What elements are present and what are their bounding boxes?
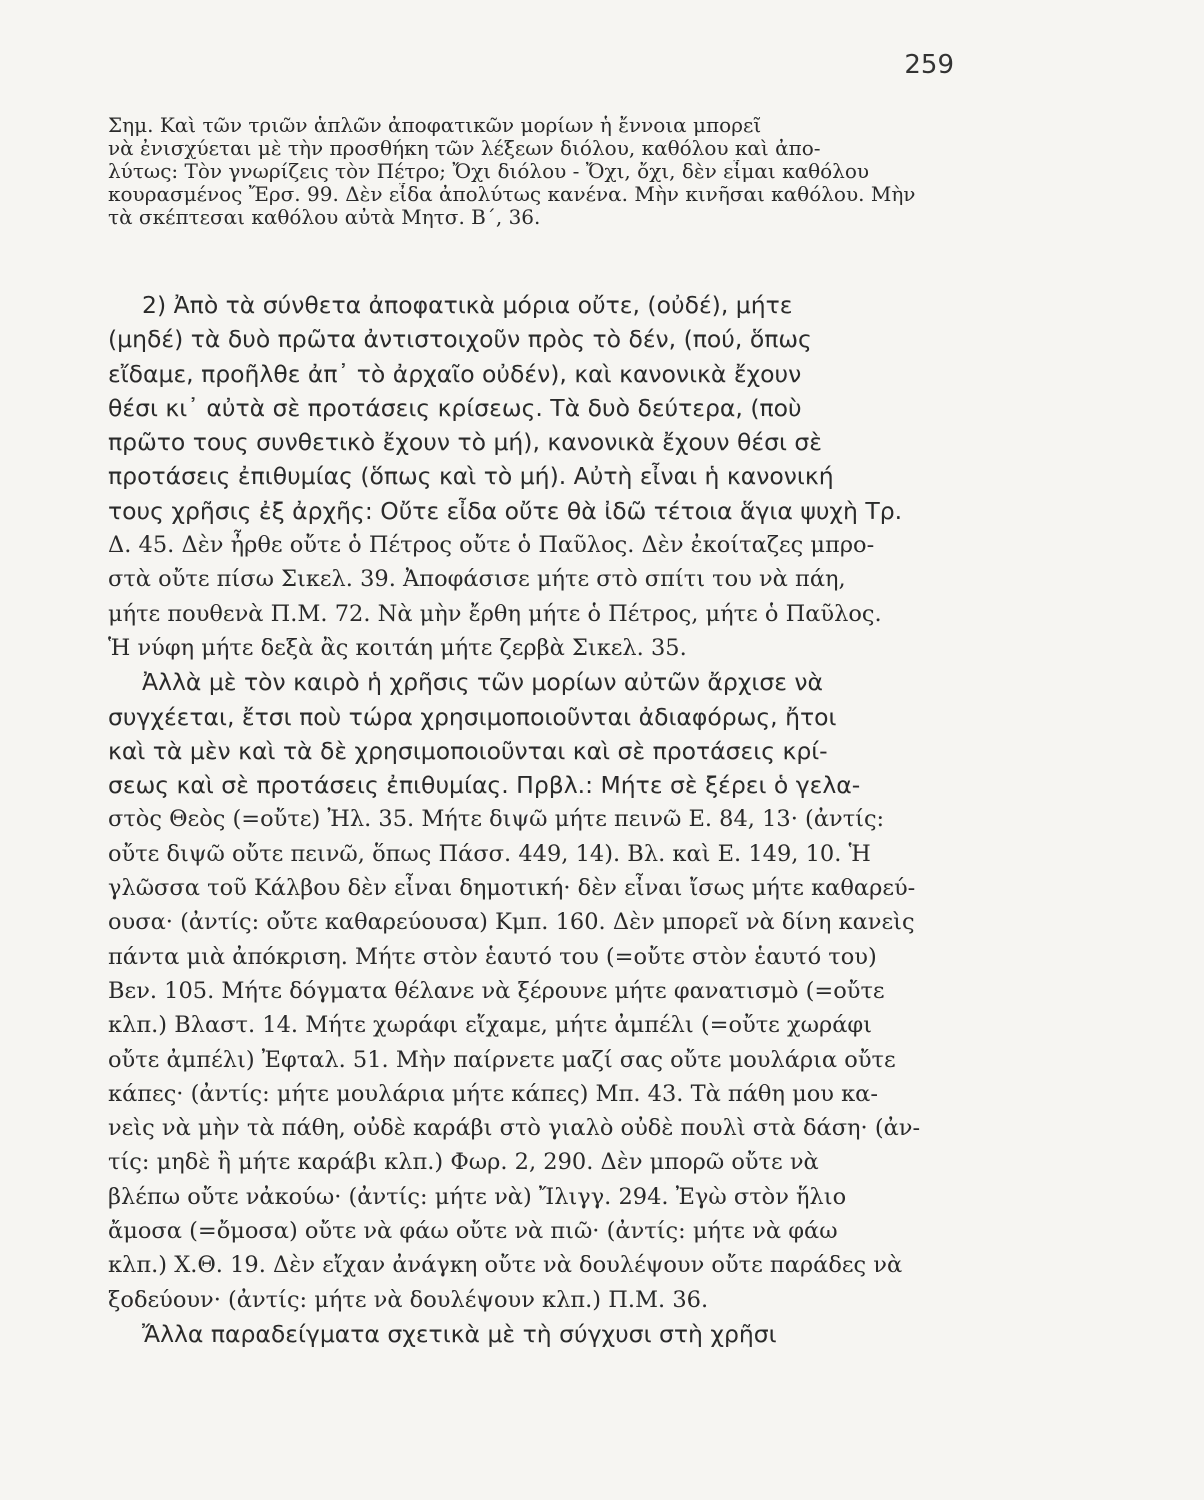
- note-line: Σημ. Καὶ τῶν τριῶν ἁπλῶν ἀποφατικῶν μορίων ἡ ἔννοια μπορεῖ: [108, 114, 762, 137]
- note-line: τὰ σκέπτεσαι καθόλου αὐτὰ Μητσ. Β΄, 36.: [108, 206, 541, 229]
- note-line: λύτως: Τὸν γνωρίζεις τὸν Πέτρο; Ὄχι διόλου - Ὄχι, ὄχι, δὲν εἶμαι καθόλου: [108, 160, 870, 183]
- body-line: Δ. 45. Δὲν ἦρθε οὔτε ὁ Πέτρος οὔτε ὁ Παῦλος. Δὲν ἐκοίταζες μπρο-: [108, 532, 875, 559]
- body-line: νεὶς νὰ μὴν τὰ πάθη, οὐδὲ καράβι στὸ γιαλὸ οὐδὲ πουλὶ στὰ δάση· (ἀν-: [108, 1115, 921, 1142]
- footnote-block: [108, 114, 960, 229]
- body-line: Ἡ νύφη μήτε δεξὰ ἂς κοιτάη μήτε ζερβὰ Σικελ. 35.: [108, 634, 687, 661]
- body-line: θέσι κι᾿ αὐτὰ σὲ προτάσεις κρίσεως. Τὰ δυὸ δεύτερα, (ποὺ: [108, 393, 802, 422]
- body-line: μήτε πουθενὰ Π.Μ. 72. Νὰ μὴν ἔρθη μήτε ὁ Πέτρος, μήτε ὁ Παῦλος.: [108, 600, 882, 627]
- body-line: (μηδέ) τὰ δυὸ πρῶτα ἀντιστοιχοῦν πρὸς τὸ δέν, (πού, ὅπως: [108, 325, 812, 354]
- body-line: Βεν. 105. Μήτε δόγματα θέλανε νὰ ξέρουνε μήτε φανατισμὸ (=οὔτε: [108, 977, 885, 1004]
- body-line: κλπ.) Χ.Θ. 19. Δὲν εἴχαν ἀνάγκη οὔτε νὰ δουλέψουν οὔτε παράδες νὰ: [108, 1252, 903, 1279]
- note-line: νὰ ἐνισχύεται μὲ τὴν προσθήκη τῶν λέξεων διόλου, καθόλου καὶ ἀπο-: [108, 137, 821, 160]
- body-line: προτάσεις ἐπιθυμίας (ὅπως καὶ τὸ μή). Αὐτὴ εἶναι ἡ κανονική: [108, 462, 834, 491]
- body-line: κάπες· (ἀντίς: μήτε μουλάρια μήτε κάπες) Μπ. 43. Τὰ πάθη μου κα-: [108, 1080, 878, 1107]
- body-line: τίς: μηδὲ ἢ μήτε καράβι κλπ.) Φωρ. 2, 290. Δὲν μπορῶ οὔτε νὰ: [108, 1149, 819, 1176]
- body-line: ἄμοσα (=ὄμοσα) οὔτε νὰ φάω οὔτε νὰ πιῶ· (ἀντίς: μήτε νὰ φάω: [108, 1218, 838, 1245]
- body-line: εἴδαμε, προῆλθε ἀπ᾿ τὸ ἀρχαῖο οὐδέν), καὶ κανονικὰ ἔχουν: [108, 359, 802, 388]
- body-line: κλπ.) Βλαστ. 14. Μήτε χωράφι εἴχαμε, μήτε ἀμπέλι (=οὔτε χωράφι: [108, 1012, 872, 1039]
- body-line: γλῶσσα τοῦ Κάλβου δὲν εἶναι δημοτική· δὲν εἶναι ἴσως μήτε καθαρεύ-: [108, 875, 916, 902]
- body-line: καὶ τὰ μὲν καὶ τὰ δὲ χρησιμοποιοῦνται καὶ σὲ προτάσεις κρί-: [108, 736, 828, 765]
- body-line: στὸς Θεὸς (=οὔτε) Ἠλ. 35. Μήτε διψῶ μήτε πεινῶ Ε. 84, 13· (ἀντίς:: [108, 806, 885, 833]
- body-line: ουσα· (ἀντίς: οὔτε καθαρεύουσα) Κμπ. 160. Δὲν μπορεῖ νὰ δίνη κανεὶς: [108, 909, 915, 936]
- body-line: οὔτε διψῶ οὔτε πεινῶ, ὅπως Πάσσ. 449, 14). Βλ. καὶ Ε. 149, 10. Ἡ: [108, 840, 871, 867]
- body-line: ξοδεύουν· (ἀντίς: μήτε νὰ δουλέψουν κλπ.) Π.Μ. 36.: [108, 1286, 709, 1313]
- body-text: [108, 288, 960, 1351]
- body-line: σεως καὶ σὲ προτάσεις ἐπιθυμίας. Πρβλ.: Μήτε σὲ ξέρει ὁ γελα-: [108, 771, 861, 800]
- body-line: 2) Ἀπὸ τὰ σύνθετα ἀποφατικὰ μόρια οὔτε, (οὐδέ), μήτε: [142, 291, 793, 319]
- body-line: στὰ οὔτε πίσω Σικελ. 39. Ἀποφάσισε μήτε στὸ σπίτι του νὰ πάη,: [108, 566, 846, 593]
- note-line: κουρασμένος Ἔρσ. 99. Δὲν εἶδα ἀπολύτως κανένα. Μὴν κινῆσαι καθόλου. Μὴν: [108, 183, 916, 206]
- body-line: βλέπω οὔτε νἀκούω· (ἀντίς: μήτε νὰ) Ἴλιγγ. 294. Ἐγὼ στὸν ἥλιο: [108, 1183, 847, 1210]
- body-line: πρῶτο τους συνθετικὸ ἔχουν τὸ μή), κανονικὰ ἔχουν θέσι σὲ: [108, 428, 822, 457]
- body-line: τους χρῆσις ἐξ ἀρχῆς: Οὔτε εἶδα οὔτε θὰ ἰδῶ τέτοια ἅγια ψυχὴ Τρ.: [108, 496, 903, 525]
- body-line: Ἀλλὰ μὲ τὸν καιρὸ ἡ χρῆσις τῶν μορίων αὐτῶν ἄρχισε νὰ: [142, 668, 824, 697]
- body-line: οὔτε ἀμπέλι) Ἐφταλ. 51. Μὴν παίρνετε μαζί σας οὔτε μουλάρια οὔτε: [108, 1046, 896, 1073]
- page-number: 259: [904, 50, 954, 80]
- body-line: Ἄλλα παραδείγματα σχετικὰ μὲ τὴ σύγχυσι στὴ χρῆσι: [142, 1319, 777, 1348]
- body-line: συγχέεται, ἔτσι ποὺ τώρα χρησιμοποιοῦνται ἀδιαφόρως, ἤτοι: [108, 702, 837, 731]
- body-line: πάντα μιὰ ἀπόκριση. Μήτε στὸν ἑαυτό του (=οὔτε στὸν ἑαυτό του): [108, 943, 877, 970]
